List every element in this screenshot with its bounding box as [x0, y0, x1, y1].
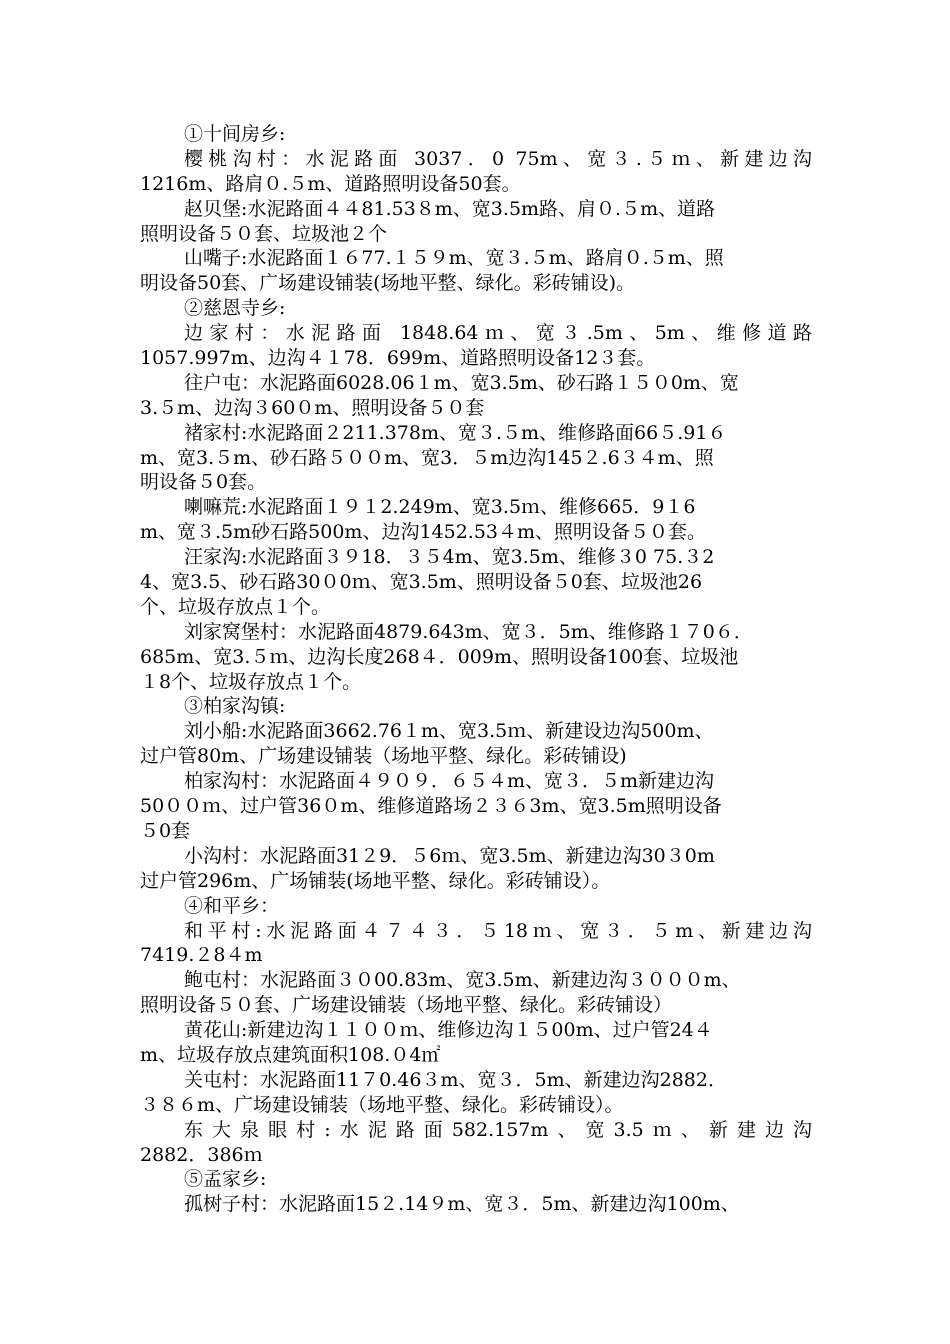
paragraph-line: 7419.２8４m: [140, 944, 263, 967]
section-heading-baijiagou: ③柏家沟镇:: [184, 695, 286, 718]
paragraph-line: 1057.997m、边沟４１78．699m、道路照明设备12３套。: [140, 347, 656, 370]
paragraph-line: 喇嘛荒:水泥路面１９１2.249m、宽3.5ｍ、维修665．9１6: [184, 496, 696, 519]
paragraph-line: 明设备50套、广场建设铺装(场地平整、绿化。彩砖铺设)。: [140, 272, 636, 295]
section-heading-ciensi: ②慈恩寺乡:: [184, 297, 286, 320]
paragraph-line: 个、垃圾存放点１个。: [140, 595, 331, 618]
paragraph-line: 孤树子村：水泥路面15２.14９m、宽３．5m、新建边沟100m、: [184, 1193, 740, 1216]
paragraph-line: 赵贝堡:水泥路面４４81.53８m、宽3.5m路、肩０.５m、道路: [184, 197, 716, 220]
paragraph-line: ３８６m、广场建设铺装（场地平整、绿化。彩砖铺设）。: [140, 1093, 624, 1116]
paragraph-line: 3.５m、边沟３60０m、照明设备５０套: [140, 396, 485, 419]
paragraph-line: 小沟村：水泥路面31２9．５6ｍ、宽3.5m、新建边沟30３0m: [184, 844, 715, 867]
paragraph-line: 褚家村:水泥路面２211.378m、宽３.５m、维修路面66５.91６: [184, 421, 727, 444]
paragraph-line: 山嘴子:水泥路面１６77.１５９m、宽３.５m、路肩０.５m、照: [184, 247, 724, 270]
paragraph-line: 汪家沟:水泥路面３９18．３５4m、宽3.5m、维修３0 75.３2: [184, 546, 715, 569]
section-heading-heping: ④和平乡：: [184, 894, 280, 917]
paragraph-line: 过户管80m、广场建设铺装（场地平整、绿化。彩砖铺设): [140, 745, 627, 768]
paragraph-line: m、垃圾存放点建筑面积108.０4㎡: [140, 1043, 441, 1066]
paragraph-line: 往户屯：水泥路面6028.06１m、宽3.5m、砂石路１５０0m、宽: [184, 371, 739, 394]
paragraph-line: m、宽3.５m、砂石路５００m、宽3．５m边沟145２.6３４m、照: [140, 446, 714, 469]
paragraph-line: 过户管296m、广场铺装(场地平整、绿化。彩砖铺设）。: [140, 869, 611, 892]
paragraph-line: 明设备５0套。: [140, 471, 267, 494]
paragraph-line: 照明设备５０套、广场建设铺装（场地平整、绿化。彩砖铺设）: [140, 994, 673, 1017]
paragraph-line: 东大泉眼村:水泥路面582.157m、宽3.5ｍ、新建边沟: [184, 1118, 812, 1141]
paragraph-line: 樱桃沟村：水泥路面 3037．0 75m、宽３.５ｍ、新建边沟: [184, 147, 812, 170]
paragraph-line: 照明设备５０套、垃圾池２个: [140, 222, 388, 245]
paragraph-line: 2882．386ｍ: [140, 1143, 263, 1166]
paragraph-line: 鲍屯村：水泥路面３０00.83m、宽3.5m、新建边沟３０００m、: [184, 969, 741, 992]
paragraph-line: １8个、垃圾存放点１个。: [140, 670, 362, 693]
paragraph-line: m、宽３.5m砂石路500m、边沟1452.53４m、照明设备５０套。: [140, 521, 707, 544]
section-heading-mengjia: ⑤孟家乡:: [184, 1168, 267, 1191]
section-heading-shijianfang: ①十间房乡:: [184, 123, 286, 145]
paragraph-line: 刘家窝堡村：水泥路面4879.643m、宽３．5m、维修路１７0６．: [184, 620, 753, 643]
paragraph-line: ５0套: [140, 819, 191, 842]
paragraph-line: 50００ｍ、过户管36０m、维修道路场２３６3m、宽3.5m照明设备: [140, 795, 722, 818]
paragraph-line: 1216m、路肩０.５m、道路照明设备50套。: [140, 172, 521, 195]
paragraph-line: 4、宽3.5、砂石路30０0ｍ、宽3.5m、照明设备５0套、垃圾池26: [140, 571, 703, 594]
paragraph-line: 黄花山:新建边沟１１００ｍ、维修边沟１５00m、过户管24４: [184, 1019, 713, 1042]
paragraph-line: 685m、宽3.５ｍ、边沟长度268４．009m、照明设备100套、垃圾池: [140, 645, 739, 668]
paragraph-line: 关屯村：水泥路面11７0.46３m、宽３．5m、新建边沟2882．: [184, 1068, 727, 1091]
paragraph-line: 和平村:水泥路面４７４３．５18ｍ、宽３．５m、新建边沟: [184, 919, 812, 942]
document-body: [140, 122, 812, 1217]
paragraph-line: 柏家沟村：水泥路面４９０９．６５４m、宽３．５m新建边沟: [184, 770, 715, 793]
paragraph-line: 刘小船:水泥路面3662.76１m、宽3.5ｍ、新建设边沟500m、: [184, 720, 714, 743]
paragraph-line: 边家村：水泥路面 1848.64ｍ、宽３.5m、5m、维修道路: [184, 322, 812, 345]
